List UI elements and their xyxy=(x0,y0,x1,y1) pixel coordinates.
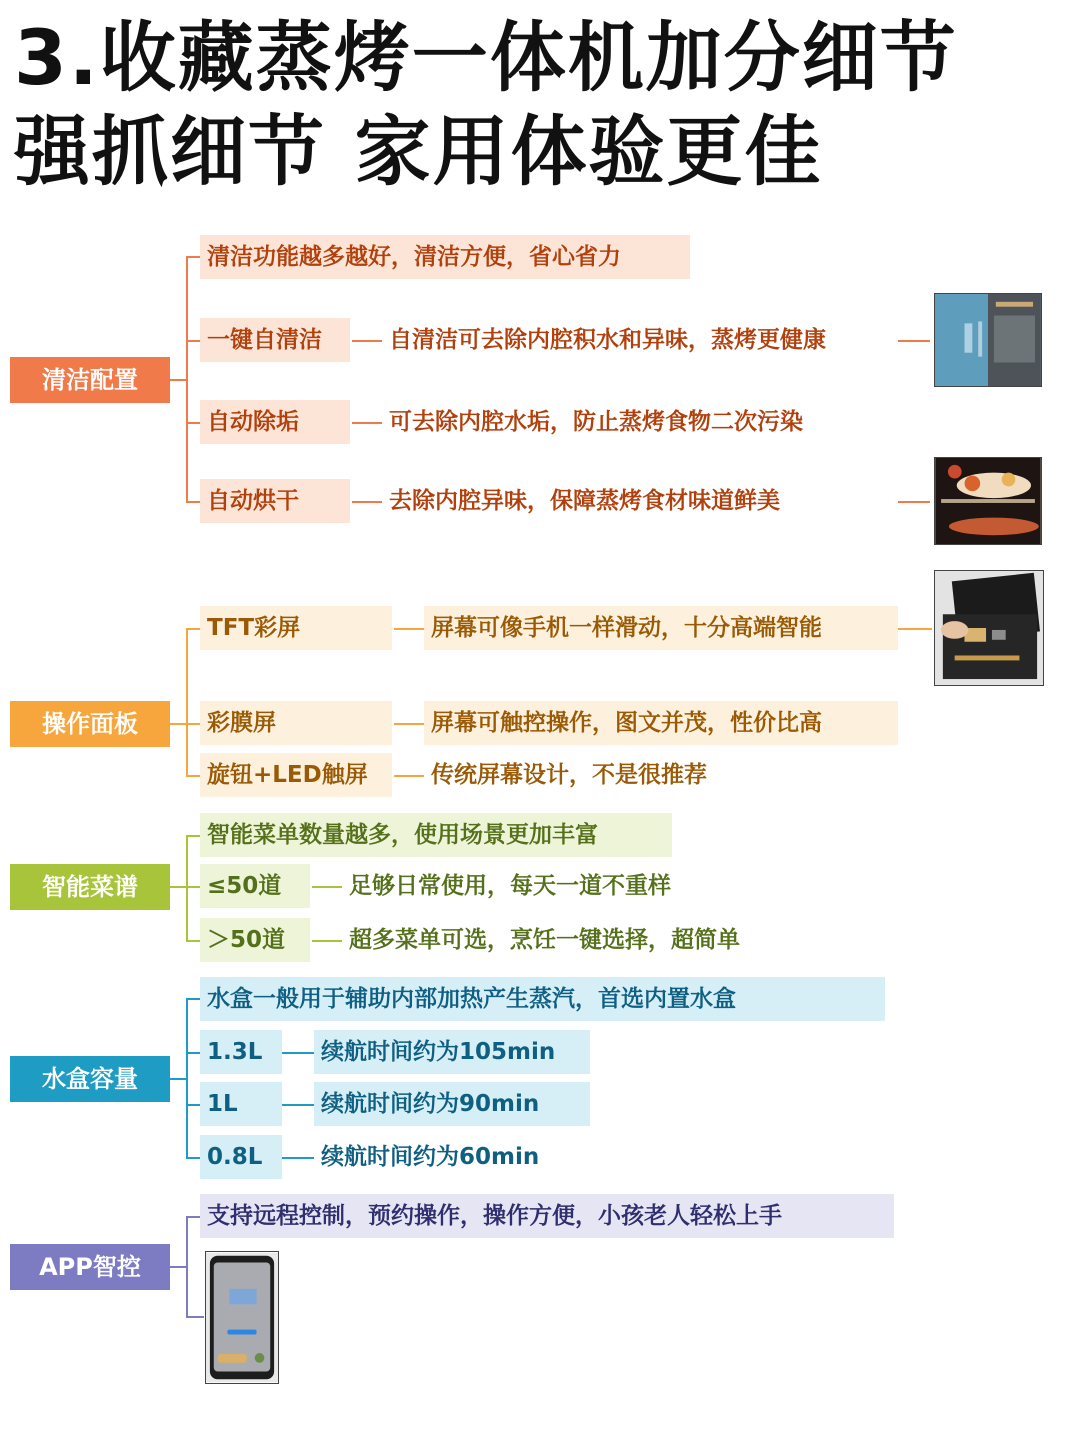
connector xyxy=(282,1104,314,1106)
panel-item-1-desc: 屏幕可像手机一样滑动，十分高端智能 xyxy=(424,606,898,650)
connector xyxy=(898,501,930,503)
connector xyxy=(186,723,200,725)
connector xyxy=(186,835,200,837)
connector xyxy=(186,998,188,1158)
connector xyxy=(394,628,424,630)
clean-item-3: 自动烘干 xyxy=(200,479,350,523)
water-item-2-desc: 续航时间约为90min xyxy=(314,1082,590,1126)
page-title: 3.收藏蒸烤一体机加分细节 xyxy=(14,13,958,102)
connector xyxy=(186,501,200,503)
clean-item-2: 自动除垢 xyxy=(200,400,350,444)
connector xyxy=(186,940,200,942)
recipe-item-1: ≤50道 xyxy=(200,864,310,908)
connector xyxy=(352,422,382,424)
connector xyxy=(186,340,200,342)
connector xyxy=(186,256,188,503)
connector xyxy=(394,775,424,777)
panel-item-3: 旋钮+LED触屏 xyxy=(200,753,392,797)
connector xyxy=(186,835,188,941)
connector xyxy=(898,340,930,342)
recipe-item-2: ＞50道 xyxy=(200,918,310,962)
clean-item-3-desc: 去除内腔异味，保障蒸烤食材味道鲜美 xyxy=(389,488,780,514)
connector xyxy=(186,628,200,630)
connector xyxy=(282,1052,314,1054)
water-item-1-desc: 续航时间约为105min xyxy=(314,1030,590,1074)
connector xyxy=(352,340,382,342)
clean-item-1-desc: 自清洁可去除内腔积水和异味，蒸烤更健康 xyxy=(389,327,826,353)
connector xyxy=(186,256,200,258)
recipe-item-1-desc: 足够日常使用，每天一道不重样 xyxy=(349,873,671,899)
food-in-oven-photo xyxy=(934,457,1042,545)
page-subtitle: 强抓细节 家用体验更佳 xyxy=(14,107,823,196)
connector xyxy=(170,1078,186,1080)
connector xyxy=(898,628,932,630)
water-item-1: 1.3L xyxy=(200,1030,282,1074)
connector xyxy=(170,886,186,888)
touchscreen-panel-photo xyxy=(934,570,1044,686)
recipe-note: 智能菜单数量越多，使用场景更加丰富 xyxy=(200,813,672,857)
category-panel: 操作面板 xyxy=(10,701,170,747)
water-item-3-desc: 续航时间约为60min xyxy=(321,1144,540,1170)
panel-item-2: 彩膜屏 xyxy=(200,701,392,745)
category-clean: 清洁配置 xyxy=(10,357,170,403)
connector xyxy=(312,940,342,942)
connector xyxy=(186,1052,200,1054)
connector xyxy=(352,501,382,503)
water-item-2: 1L xyxy=(200,1082,282,1126)
connector xyxy=(170,379,186,381)
connector xyxy=(186,998,200,1000)
connector xyxy=(186,775,200,777)
smartphone-app-photo xyxy=(205,1251,279,1384)
connector xyxy=(312,886,342,888)
connector xyxy=(170,723,186,725)
connector xyxy=(186,1216,200,1218)
connector xyxy=(186,1157,200,1159)
connector xyxy=(170,1266,186,1268)
connector xyxy=(186,1316,204,1318)
connector xyxy=(282,1157,314,1159)
panel-item-3-desc: 传统屏幕设计，不是很推荐 xyxy=(431,762,707,788)
connector xyxy=(186,886,200,888)
panel-item-1: TFT彩屏 xyxy=(200,606,392,650)
oven-interior-photo xyxy=(934,293,1042,387)
connector xyxy=(186,422,200,424)
water-item-3: 0.8L xyxy=(200,1135,282,1179)
connector xyxy=(186,1216,188,1318)
connector xyxy=(186,1104,200,1106)
clean-item-1: 一键自清洁 xyxy=(200,318,350,362)
clean-note: 清洁功能越多越好，清洁方便，省心省力 xyxy=(200,235,690,279)
panel-item-2-desc: 屏幕可触控操作，图文并茂，性价比高 xyxy=(424,701,898,745)
connector xyxy=(186,628,188,776)
category-app: APP智控 xyxy=(10,1244,170,1290)
connector xyxy=(394,723,424,725)
app-note: 支持远程控制，预约操作，操作方便，小孩老人轻松上手 xyxy=(200,1194,894,1238)
water-note: 水盒一般用于辅助内部加热产生蒸汽，首选内置水盒 xyxy=(200,977,885,1021)
recipe-item-2-desc: 超多菜单可选，烹饪一键选择，超简单 xyxy=(349,927,740,953)
category-recipe: 智能菜谱 xyxy=(10,864,170,910)
category-water: 水盒容量 xyxy=(10,1056,170,1102)
clean-item-2-desc: 可去除内腔水垢，防止蒸烤食物二次污染 xyxy=(389,409,803,435)
